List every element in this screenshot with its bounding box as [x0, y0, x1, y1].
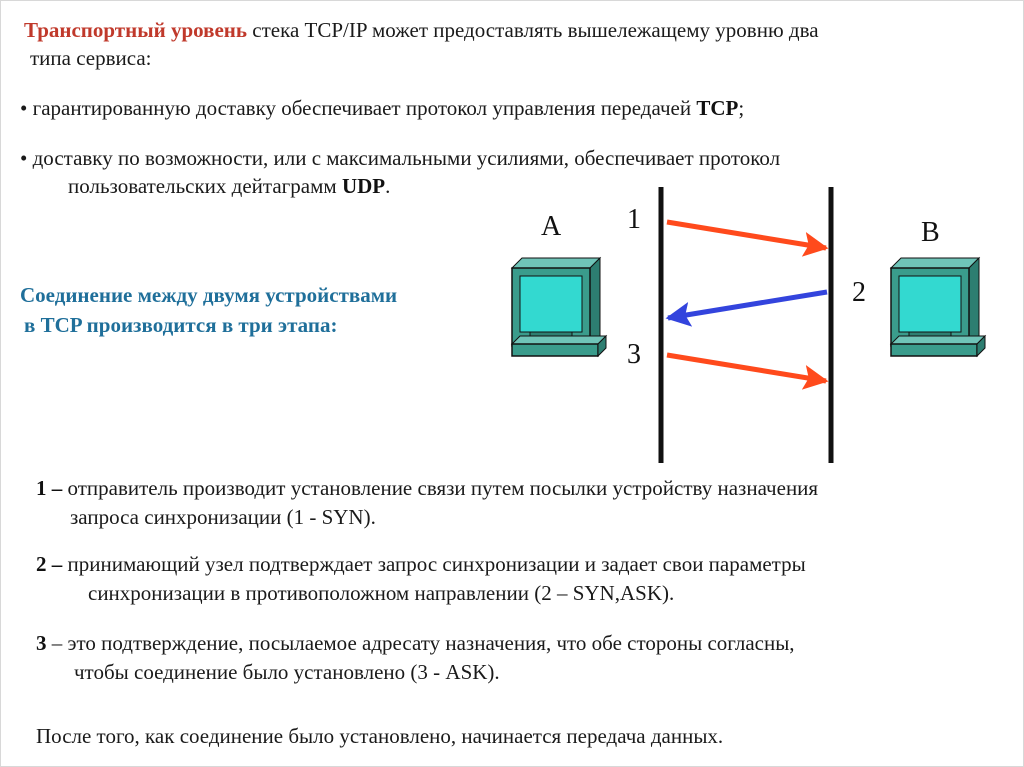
- step-3-line-2: чтобы соединение было установлено (3 - ASK).: [74, 660, 500, 684]
- step-3-label: 3: [627, 339, 641, 370]
- intro-highlight: Транспортный уровень: [24, 18, 247, 42]
- bullet-mark: •: [20, 96, 28, 120]
- step-2-line-1: [36, 551, 806, 577]
- bullet-mark: •: [20, 146, 28, 170]
- connection-note-line-1: Соединение между двумя устройствами: [20, 283, 398, 307]
- step-3-line-1: [36, 630, 795, 656]
- bullet-tail: .: [385, 174, 391, 198]
- computer-a-icon: [512, 258, 606, 356]
- computer-b-icon: [891, 258, 985, 356]
- step-number: 3: [36, 631, 47, 655]
- step-text: принимающий узел подтверждает запрос синхронизации и задает свои параметры: [62, 552, 806, 576]
- host-b-label: B: [921, 217, 940, 248]
- step-1-line-1: [36, 475, 818, 501]
- bullet-text: пользовательских дейтаграмм: [68, 174, 342, 198]
- host-a-label: A: [541, 211, 562, 242]
- arrow-syn: [667, 222, 826, 248]
- step-1-label: 1: [627, 204, 641, 235]
- arrow-syn-ask: [668, 292, 827, 318]
- footer-text: После того, как соединение было установлено, начинается передача данных.: [36, 724, 724, 748]
- bullet-text: доставку по возможности, или с максимальными усилиями, обеспечивает протокол: [27, 146, 781, 170]
- step-text: отправитель производит установление связи путем посылки устройству назначения: [62, 476, 819, 500]
- step-text: – это подтверждение, посылаемое адресату назначения, что обе стороны согласны,: [46, 631, 795, 655]
- intro-rest: стека TCP/IP может предоставлять вышележащему уровню два: [247, 18, 819, 42]
- step-2-label: 2: [852, 277, 866, 308]
- intro-line-2: типа сервиса:: [30, 46, 152, 70]
- bullet-bold: UDP: [341, 174, 386, 198]
- step-number: 1 –: [36, 476, 63, 500]
- arrow-ask: [667, 355, 826, 381]
- bullet-bold: TCP: [696, 96, 739, 120]
- bullet-tail: ;: [738, 96, 745, 120]
- bullet-text: гарантированную доставку обеспечивает протокол управления передачей: [27, 96, 697, 120]
- step-2-line-2: синхронизации в противоположном направлении (2 – SYN,ASK).: [88, 581, 675, 605]
- step-number: 2 –: [36, 552, 63, 576]
- connection-note-line-2: в TCP производится в три этапа:: [24, 313, 338, 337]
- step-1-line-2: запроса синхронизации (1 - SYN).: [70, 505, 376, 529]
